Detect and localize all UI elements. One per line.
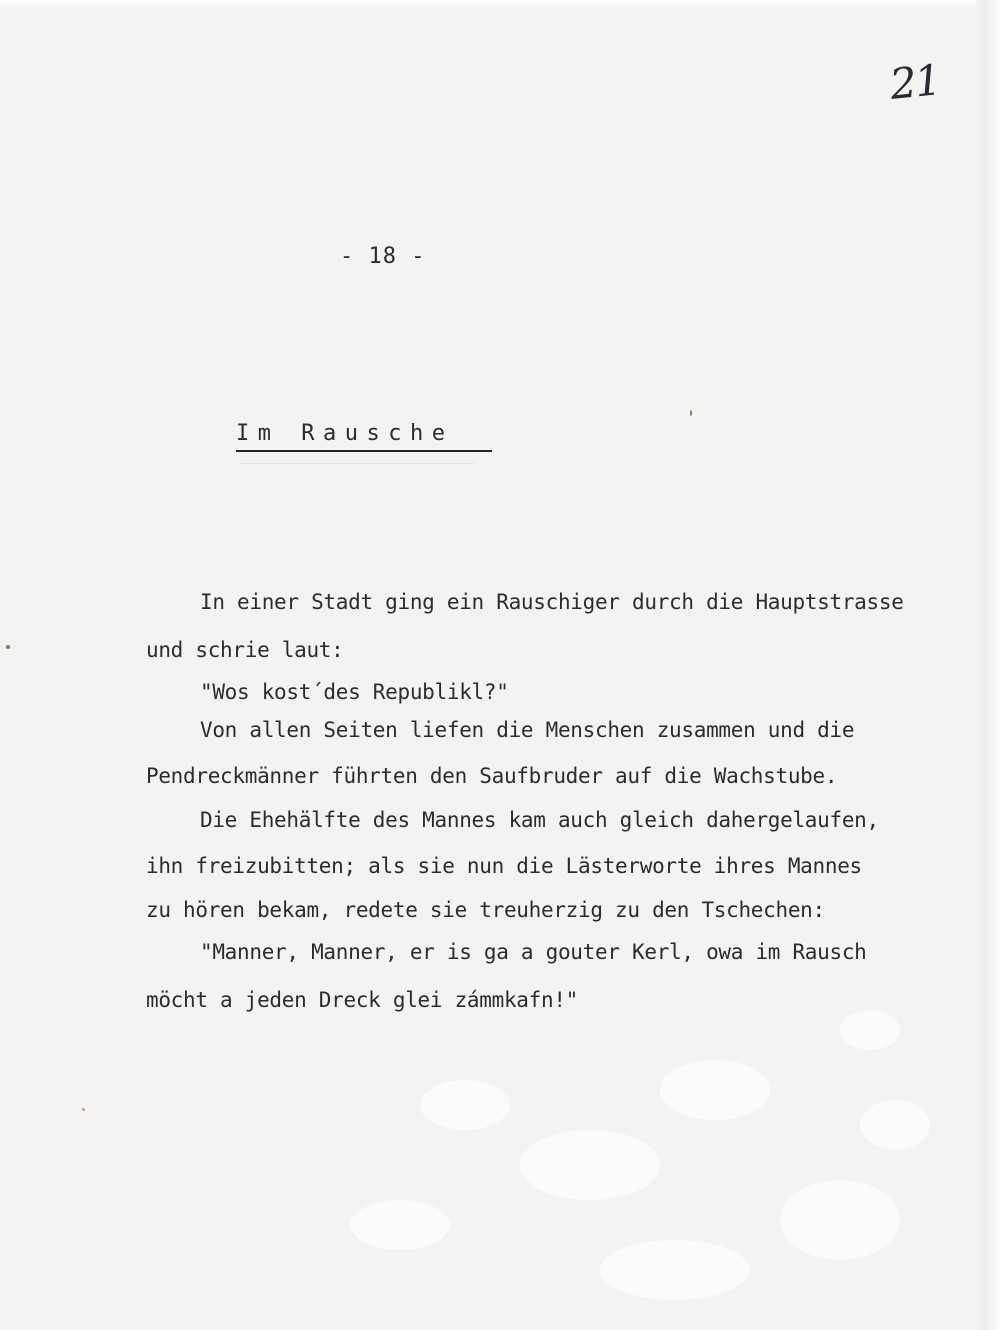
paper-top-edge bbox=[0, 0, 1000, 8]
text-line: Von allen Seiten liefen die Menschen zusammen und die bbox=[200, 718, 855, 742]
paper-wear-mark bbox=[520, 1130, 660, 1200]
text-line: ihn freizubitten; als sie nun die Lästerworte ihres Mannes bbox=[146, 854, 862, 878]
text-line: möcht a jeden Dreck glei zámmkafn!" bbox=[146, 988, 579, 1012]
text-line: und schrie laut: bbox=[146, 638, 344, 662]
paper-wear-mark bbox=[350, 1200, 450, 1250]
text-line: "Manner, Manner, er is ga a gouter Kerl, owa im Rausch bbox=[200, 940, 867, 964]
archive-number-handwritten: 21 bbox=[887, 55, 942, 110]
text-line: In einer Stadt ging ein Rauschiger durch die Hauptstrasse bbox=[200, 590, 904, 614]
title-underline bbox=[236, 450, 492, 452]
paper-wear-mark bbox=[660, 1060, 770, 1120]
paper-speck bbox=[690, 410, 692, 416]
title-underline-shadow bbox=[240, 463, 474, 464]
paper-wear-mark bbox=[860, 1100, 930, 1150]
page-number: - 18 - bbox=[340, 244, 426, 269]
paper-wear-mark bbox=[780, 1180, 900, 1260]
page-title: Im Rausche bbox=[236, 421, 454, 446]
paper-right-edge bbox=[976, 0, 1000, 1330]
text-line: "Wos kost´des Republikl?" bbox=[200, 680, 509, 704]
paper-wear-mark bbox=[600, 1240, 750, 1300]
paper-wear-mark bbox=[420, 1080, 510, 1130]
paper-wear-mark bbox=[840, 1010, 900, 1050]
paper-speck bbox=[82, 1108, 85, 1111]
text-line: Pendreckmänner führten den Saufbruder auf die Wachstube. bbox=[146, 764, 838, 788]
text-line: zu hören bekam, redete sie treuherzig zu den Tschechen: bbox=[146, 898, 825, 922]
text-line: Die Ehehälfte des Mannes kam auch gleich dahergelaufen, bbox=[200, 808, 879, 832]
paper-speck bbox=[6, 645, 10, 649]
